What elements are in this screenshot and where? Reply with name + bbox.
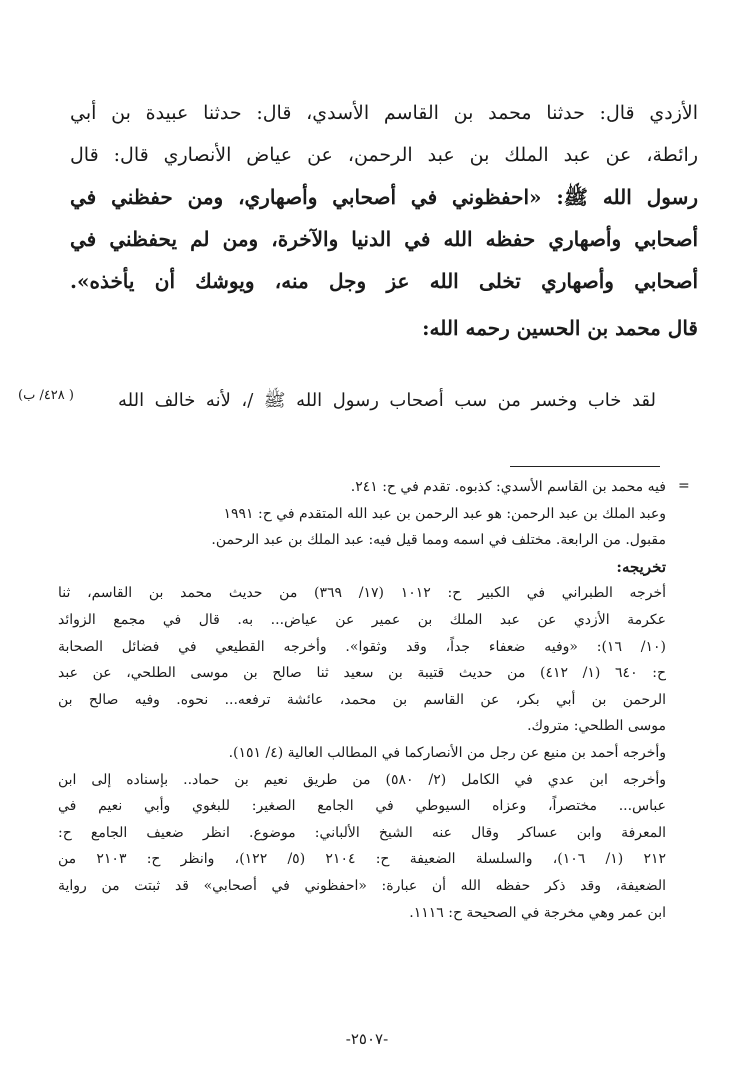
- footnote-line: وأخرجه أحمد بن منيع عن رجل من الأنصاركما في المطالب العالية (٤/ ١٥١).: [228, 744, 666, 761]
- footnote-line: أخرجه الطبراني في الكبير ح: ١٠١٢ (١٧/ ٣٦٩) من حديث محمد بن القاسم، ثنا: [58, 585, 666, 602]
- main-line-last: لقد خاب وخسر من سب أصحاب رسول الله ﷺ /، لأنه خالف الله: [118, 390, 656, 411]
- footnote-line: ٢١٢ (١/ ١٠٦)، والسلسلة الضعيفة ح: ٢١٠٤ (٥/ ١٢٢)، وانظر ح: ٢١٠٣ من: [58, 851, 666, 868]
- footnote-continuation-mark: =: [678, 478, 690, 494]
- footnote-line: عباس... مختصراً، وعزاه السيوطي في الجامع الصغير: للبغوي وأبي نعيم في: [58, 798, 666, 815]
- footnote-line: الضعيفة، وقد ذكر حفظه الله أن عبارة: «احفظوني في أصحابي» قد ثبتت من رواية: [58, 877, 666, 894]
- page-number: -٢٥٠٧-: [345, 1030, 389, 1048]
- footnote-line: المعرفة وابن عساكر وقال عنه الشيخ الألباني: موضوع. انظر ضعيف الجامع ح:: [58, 824, 666, 841]
- main-text: [70, 92, 698, 350]
- footnote-line: الرحمن بن أبي بكر، عن القاسم بن محمد، عائشة ترفعه... نحوه. وفيه صالح بن: [58, 691, 666, 708]
- footnote-line: مقبول. من الرابعة. مختلف في اسمه ومما قيل فيه: عبد الملك بن عبد الرحمن.: [211, 532, 666, 549]
- section-heading: قال محمد بن الحسين رحمه الله:: [422, 316, 698, 340]
- main-line-2: رائطة، عن عبد الملك بن عبد الرحمن، عن عياض الأنصاري قال: قال: [70, 144, 698, 166]
- footnote-line: (١٠/ ١٦): «وفيه ضعفاء جداً، وقد وثقوا». وأخرجه القطيعي في فضائل الصحابة: [58, 638, 666, 655]
- footnote-line: وأخرجه ابن عدي في الكامل (٢/ ٥٨٠) من طريق نعيم بن حماد.. بإسناده إلى ابن: [58, 771, 666, 788]
- footnotes: [58, 474, 666, 926]
- footnote-line: ابن عمر وهي مخرجة في الصحيحة ح: ١١١٦.: [409, 904, 666, 921]
- main-line-1: الأزدي قال: حدثنا محمد بن القاسم الأسدي، قال: حدثنا عبيدة بن أبي: [70, 102, 698, 124]
- main-line-4: أصحابي وأصهاري حفظه الله في الدنيا والآخرة، ومن لم يحفظني في: [70, 227, 698, 251]
- footnote-separator: [510, 466, 660, 467]
- takhrij-heading: تخريجه:: [616, 557, 666, 576]
- footnote-line: وعبد الملك بن عبد الرحمن: هو عبد الرحمن بن عبد الله المتقدم في ح: ١٩٩١: [223, 505, 666, 522]
- footnote-line: موسى الطلحي: متروك.: [527, 718, 666, 735]
- margin-reference: ( ٤٢٨/ ب): [18, 388, 74, 403]
- footnote-line: عكرمة الأزدي عن عبد الملك بن عمير عن عياض... به. قال في مجمع الزوائد: [58, 611, 666, 628]
- main-line-5: أصحابي وأصهاري تخلى الله عز وجل منه، ويوشك أن يأخذه».: [70, 269, 698, 293]
- footnote-line: فيه محمد بن القاسم الأسدي: كذبوه. تقدم في ح: ٢٤١.: [350, 479, 666, 495]
- footnote-line: ح: ٦٤٠ (١/ ٤١٢) من حديث قتيبة بن سعيد ثنا صالح بن موسى الطلحي، عن عبد: [58, 665, 666, 682]
- main-line-3: رسول الله ﷺ: «احفظوني في أصحابي وأصهاري، ومن حفظني في: [70, 185, 698, 209]
